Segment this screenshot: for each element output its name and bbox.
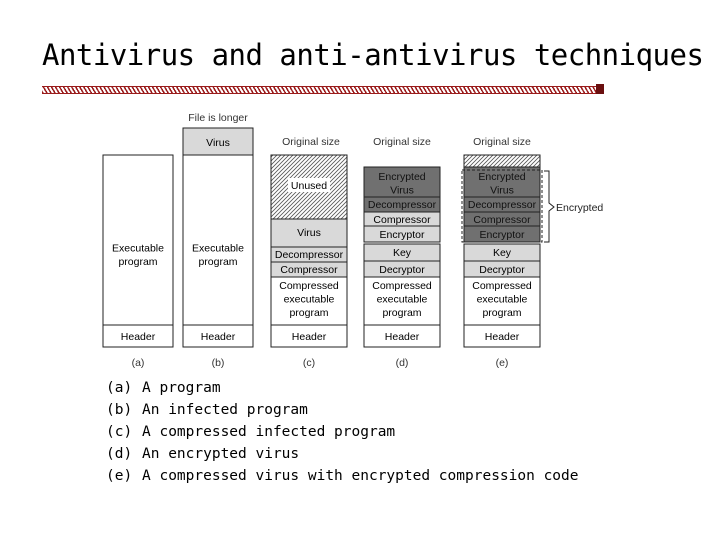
executable-program-box (183, 155, 253, 325)
header-text: Header (200, 331, 236, 343)
compressed-program-text: Compressed executable program (279, 280, 339, 319)
header-text: Header (120, 331, 156, 343)
encryptor-text: Encryptor (379, 229, 425, 241)
label-file-is-longer: File is longer (188, 112, 248, 124)
legend-text: An infected program (142, 402, 308, 418)
legend-item (106, 377, 579, 399)
legend-key: (d) (106, 446, 133, 462)
caption-d: (d) (395, 357, 409, 369)
decryptor-text: Decryptor (479, 264, 525, 276)
label-original-size-d: Original size (373, 136, 431, 148)
slide-title: Antivirus and anti-antivirus techniques (42, 38, 704, 72)
executable-program-box (103, 155, 173, 325)
legend-item (106, 465, 579, 487)
decompressor-text: Decompressor (274, 249, 344, 261)
compressed-program-text: Compressed executable program (472, 280, 532, 319)
compressor-text: Compressor (373, 214, 431, 226)
legend-text: A program (142, 380, 221, 396)
compressor-text: Compressor (473, 214, 531, 226)
header-text: Header (484, 331, 520, 343)
column-a (103, 155, 173, 369)
legend-text: A compressed virus with encrypted compression code (142, 468, 579, 484)
caption-c: (c) (302, 357, 316, 369)
column-e (462, 155, 603, 369)
header-text: Header (291, 331, 327, 343)
virus-text: Virus (297, 227, 321, 239)
decryptor-text: Decryptor (379, 264, 425, 276)
label-original-size-c: Original size (282, 136, 340, 148)
key-text: Key (392, 247, 412, 259)
executable-program-text: Executable program (192, 242, 244, 268)
compressed-program-text: Compressed executable program (372, 280, 432, 319)
encrypted-virus-text: Encrypted Virus (378, 171, 426, 197)
hatched-unused-box (464, 155, 540, 167)
encrypted-brace (544, 171, 554, 242)
caption-a: (a) (131, 357, 145, 369)
legend-key: (e) (106, 468, 133, 484)
encrypted-label: Encrypted (556, 202, 604, 214)
legend-text: A compressed infected program (142, 424, 396, 440)
key-text: Key (492, 247, 512, 259)
decompressor-text: Decompressor (467, 199, 537, 211)
legend-item (106, 421, 579, 443)
column-d (364, 167, 440, 369)
legend-key: (b) (106, 402, 133, 418)
unused-text: Unused (290, 180, 328, 192)
encrypted-virus-text: Encrypted Virus (478, 171, 526, 197)
legend (106, 377, 579, 487)
compressor-text: Compressor (280, 264, 338, 276)
caption-e: (e) (495, 357, 509, 369)
legend-item (106, 399, 579, 421)
legend-key: (a) (106, 380, 133, 396)
column-c (271, 155, 347, 369)
legend-key: (c) (106, 424, 133, 440)
encryptor-text: Encryptor (479, 229, 525, 241)
executable-program-text: Executable program (112, 242, 164, 268)
column-b (183, 128, 253, 369)
decompressor-text: Decompressor (367, 199, 437, 211)
caption-b: (b) (211, 357, 225, 369)
legend-text: An encrypted virus (142, 446, 300, 462)
legend-item (106, 443, 579, 465)
header-text: Header (384, 331, 420, 343)
virus-text: Virus (206, 137, 230, 149)
label-original-size-e: Original size (473, 136, 531, 148)
